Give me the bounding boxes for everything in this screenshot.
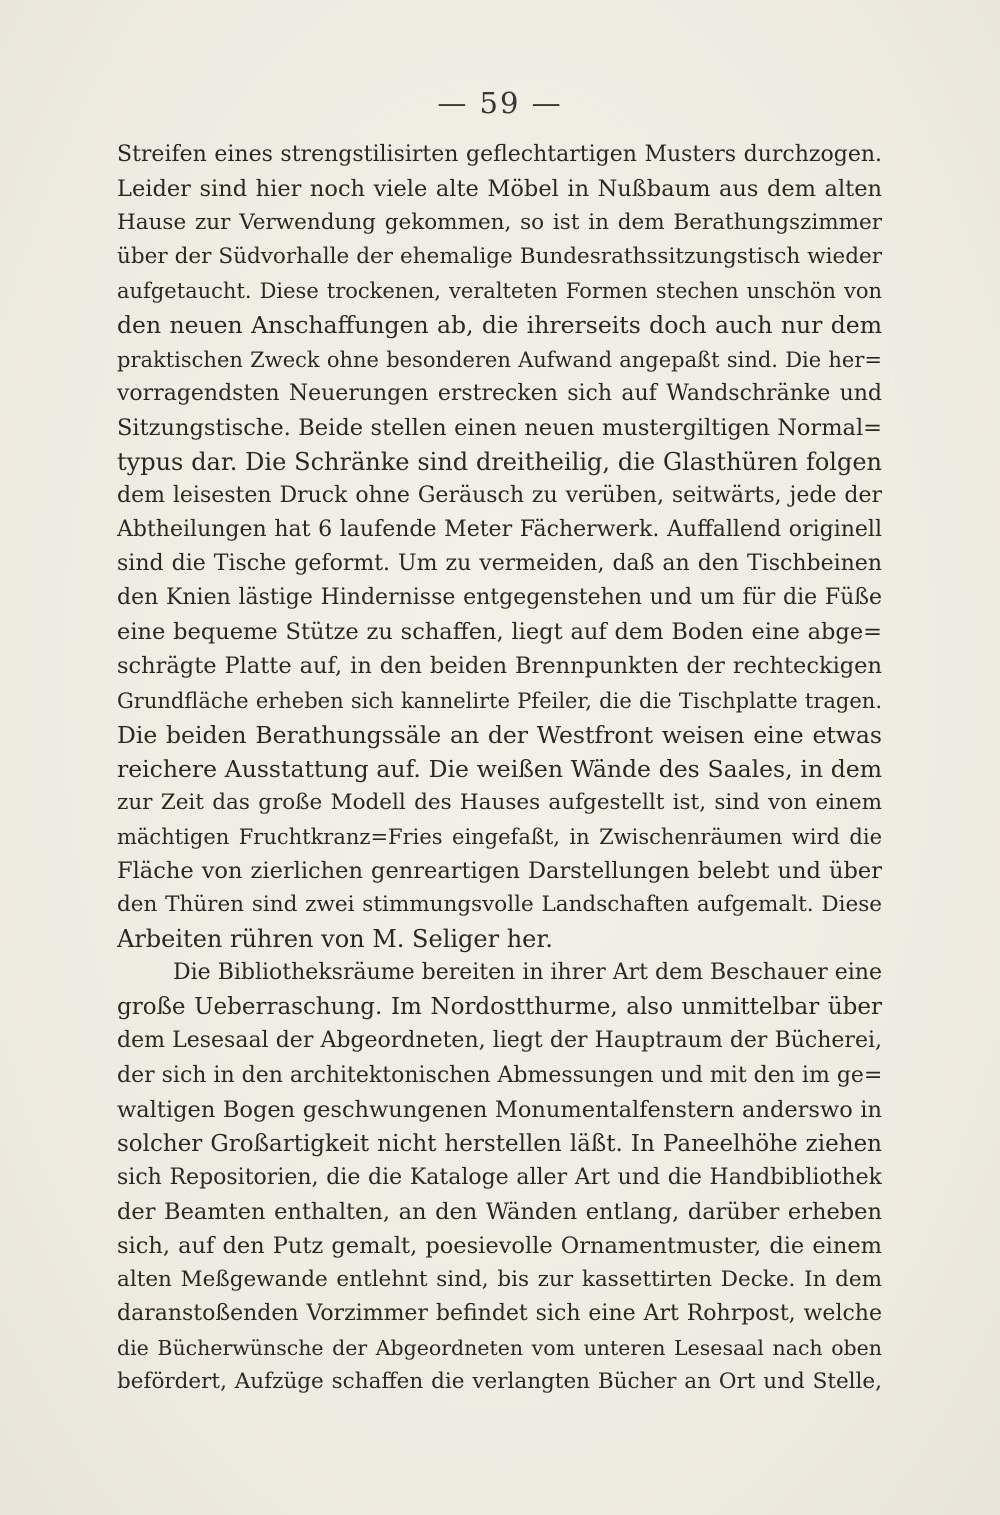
text-line: Fläche von zierlichen genreartigen Darstellungen belebt und über: [117, 857, 882, 884]
text-line: Die beiden Berathungssäle an der Westfront weisen eine etwas: [117, 720, 882, 749]
text-line: Abtheilungen hat 6 laufende Meter Fächerwerk. Auffallend originell: [117, 517, 882, 543]
text-line: dem Lesesaal der Abgeordneten, liegt der Hauptraum der Bücherei,: [117, 1028, 882, 1054]
text-line: waltigen Bogen geschwungenen Monumentalfenstern anderswo in: [117, 1096, 882, 1123]
text-line: den neuen Anschaffungen ab, die ihrerseits doch auch nur dem: [117, 311, 882, 340]
text-line: dem leisesten Druck ohne Geräusch zu verüben, seitwärts, jede der: [117, 482, 882, 508]
text-line: daranstoßenden Vorzimmer befindet sich eine Art Rohrpost, welche: [117, 1301, 882, 1327]
text-line: Sitzungstische. Beide stellen einen neuen mustergiltigen Normal=: [117, 414, 882, 441]
text-line: schrägte Platte auf, in den beiden Brennpunkten der rechteckigen: [117, 653, 882, 680]
text-line: sich Repositorien, die die Kataloge aller Art und die Handbibliothek: [117, 1164, 882, 1190]
text-line: Streifen eines strengstilisirten geflechtartigen Musters durchzogen.: [117, 142, 882, 167]
text-line: der sich in den architektonischen Abmessungen und mit den im ge=: [117, 1062, 882, 1088]
text-line: sind die Tische geformt. Um zu vermeiden, daß an den Tischbeinen: [117, 551, 882, 577]
text-line: Hause zur Verwendung gekommen, so ist in dem Berathungszimmer: [117, 210, 882, 236]
text-line: der Beamten enthalten, an den Wänden entlang, darüber erheben: [117, 1198, 882, 1225]
text-line: Grundfläche erheben sich kannelirte Pfeiler, die die Tischplatte tragen.: [117, 688, 882, 713]
text-line: den Knien lästige Hindernisse entgegenstehen und um für die Füße: [117, 585, 882, 611]
text-line: aufgetaucht. Diese trockenen, veralteten Formen stechen unschön von: [117, 279, 882, 304]
text-line: über der Südvorhalle der ehemalige Bundesrathssitzungstisch wieder: [117, 244, 882, 270]
body-text: [117, 138, 882, 1399]
text-line: reichere Ausstattung auf. Die weißen Wände des Saales, in dem: [117, 754, 882, 783]
text-line: zur Zeit das große Modell des Hauses aufgestellt ist, sind von einem: [117, 789, 882, 815]
text-line: die Bücherwünsche der Abgeordneten vom unteren Lesesaal nach oben: [117, 1336, 882, 1361]
text-line: alten Meßgewande entlehnt sind, bis zur kassettirten Decke. In dem: [117, 1267, 882, 1293]
paragraph-start-line: Die Bibliotheksräume bereiten in ihrer Art dem Beschauer eine: [173, 960, 882, 986]
text-line: typus dar. Die Schränke sind dreitheilig, die Glasthüren folgen: [117, 447, 882, 476]
text-line: mächtigen Fruchtkranz=Fries eingefaßt, in Zwischenräumen wird die: [117, 824, 882, 849]
text-line: Leider sind hier noch viele alte Möbel in Nußbaum aus dem alten: [117, 176, 882, 203]
text-line: vorragendsten Neuerungen erstrecken sich auf Wandschränke und: [117, 380, 882, 406]
text-line: eine bequeme Stütze zu schaffen, liegt auf dem Boden eine abge=: [117, 619, 882, 646]
page-number: — 59 —: [437, 86, 563, 120]
text-line: solcher Großartigkeit nicht herstellen läßt. In Paneelhöhe ziehen: [117, 1130, 882, 1157]
text-line: befördert, Aufzüge schaffen die verlangten Bücher an Ort und Stelle,: [117, 1369, 882, 1395]
text-line: den Thüren sind zwei stimmungsvolle Landschaften aufgemalt. Diese: [117, 892, 882, 918]
text-line: große Ueberraschung. Im Nordostthurme, also unmittelbar über: [117, 994, 882, 1021]
text-line: sich, auf den Putz gemalt, poesievolle Ornamentmuster, die einem: [117, 1233, 882, 1259]
text-line: praktischen Zweck ohne besonderen Aufwand angepaßt sind. Die her=: [117, 347, 882, 372]
paragraph-end-line: Arbeiten rühren von M. Seliger her.: [117, 925, 553, 954]
